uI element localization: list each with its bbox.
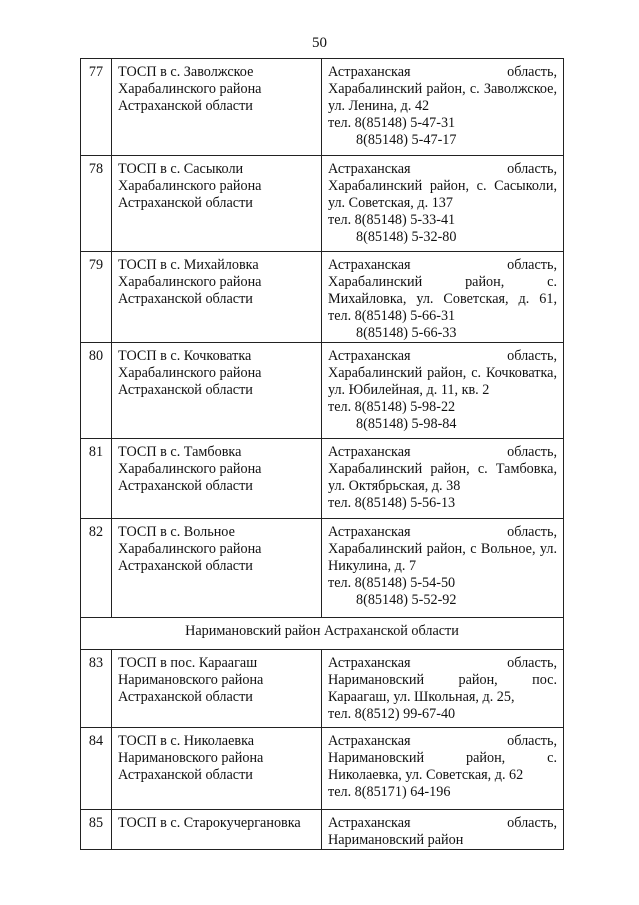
office-name: ТОСП в с. Тамбовка Харабалинского района Астраханской области [112, 439, 322, 519]
office-address-cell [322, 519, 564, 618]
table-row [81, 252, 564, 343]
phone-number: 8(85148) 5-47-17 [356, 132, 457, 148]
table-row [81, 519, 564, 618]
phone-number: тел. 8(85148) 5-54-50 [328, 575, 456, 591]
table-row [81, 650, 564, 728]
row-number: 82 [81, 519, 112, 618]
office-address-cell [322, 343, 564, 439]
office-name: ТОСП в с. Старокучергановка [112, 810, 322, 850]
row-number: 84 [81, 728, 112, 810]
phone-number: 8(85148) 5-98-84 [356, 416, 457, 432]
table-row [81, 439, 564, 519]
office-address-cell [322, 810, 564, 850]
office-address: Астраханская область, Наримановский район, пос. Караагаш, ул. Школьная, д. 25, [328, 655, 557, 705]
office-address: Астраханская область, Харабалинский район, с Вольное, ул. Никулина, д. 7 [328, 524, 557, 574]
table-row [81, 728, 564, 810]
section-row [81, 618, 564, 650]
row-number: 77 [81, 59, 112, 156]
table-row [81, 59, 564, 156]
row-number: 78 [81, 156, 112, 252]
office-address-cell [322, 252, 564, 343]
row-number: 81 [81, 439, 112, 519]
phone-number: 8(85148) 5-32-80 [356, 229, 457, 245]
row-number: 79 [81, 252, 112, 343]
office-name: ТОСП в с. Заволжское Харабалинского района Астраханской области [112, 59, 322, 156]
table-row [81, 156, 564, 252]
phone-number: 8(85148) 5-66-33 [356, 325, 457, 341]
office-name: ТОСП в с. Николаевка Наримановского района Астраханской области [112, 728, 322, 810]
phone-number: тел. 8(85148) 5-56-13 [328, 495, 456, 511]
office-name: ТОСП в пос. Караагаш Наримановского района Астраханской области [112, 650, 322, 728]
page-number: 50 [312, 35, 327, 51]
office-address: Астраханская область, Наримановский район, с. Николаевка, ул. Советская, д. 62 [328, 733, 557, 783]
office-address: Астраханская область, Харабалинский район, с. Сасыколи, ул. Советская, д. 137 [328, 161, 557, 211]
phone-number: 8(85148) 5-52-92 [356, 592, 457, 608]
office-address: Астраханская область, Наримановский район [328, 815, 557, 848]
office-address-cell [322, 650, 564, 728]
row-number: 85 [81, 810, 112, 850]
office-address: Астраханская область, Харабалинский район, с. Заволжское, ул. Ленина, д. 42 [328, 64, 557, 114]
office-address-cell [322, 156, 564, 252]
phone-number: тел. 8(8512) 99-67-40 [328, 706, 456, 722]
office-name: ТОСП в с. Сасыколи Харабалинского района Астраханской области [112, 156, 322, 252]
phone-number: тел. 8(85148) 5-33-41 [328, 212, 456, 228]
table-row [81, 343, 564, 439]
office-address: Астраханская область, Харабалинский район, с. Кочковатка, ул. Юбилейная, д. 11, кв. 2 [328, 348, 557, 398]
phone-number: тел. 8(85148) 5-98-22 [328, 399, 456, 415]
phone-number: тел. 8(85148) 5-47-31 [328, 115, 456, 131]
office-name: ТОСП в с. Вольное Харабалинского района Астраханской области [112, 519, 322, 618]
registry-body [81, 59, 564, 850]
office-address-cell [322, 439, 564, 519]
office-name: ТОСП в с. Кочковатка Харабалинского района Астраханской области [112, 343, 322, 439]
section-title: Наримановский район Астраханской области [81, 618, 564, 650]
office-name: ТОСП в с. Михайловка Харабалинского района Астраханской области [112, 252, 322, 343]
row-number: 83 [81, 650, 112, 728]
table-row [81, 810, 564, 850]
office-address: Астраханская область, Харабалинский район, с. Тамбовка, ул. Октябрьская, д. 38 [328, 444, 557, 494]
office-address-cell [322, 728, 564, 810]
row-number: 80 [81, 343, 112, 439]
office-address: Астраханская область, Харабалинский район, с. Михайловка, ул. Советская, д. 61, тел. 8(85148) 5-66-31 [328, 257, 557, 324]
registry-table [80, 58, 564, 850]
phone-number: тел. 8(85171) 64-196 [328, 784, 451, 800]
office-address-cell [322, 59, 564, 156]
